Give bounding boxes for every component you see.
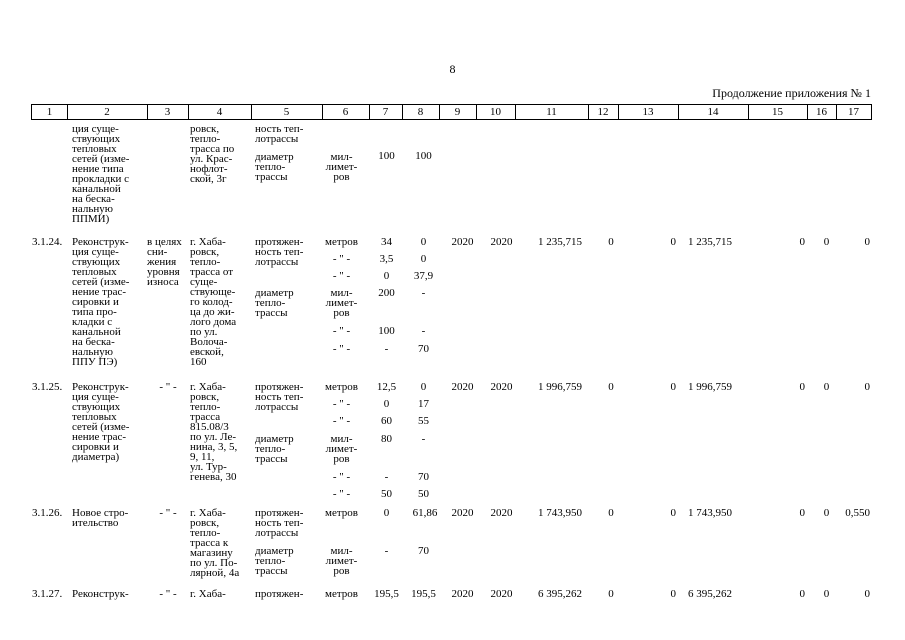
- header-cell: 12: [597, 106, 609, 118]
- header-cell: 10: [490, 106, 501, 118]
- header-cell: 1: [46, 106, 53, 118]
- cost-12: 0: [608, 588, 614, 600]
- page-number: 8: [449, 62, 456, 76]
- value-8: 61,86: [412, 507, 438, 519]
- prev-value-8: 100: [415, 150, 432, 162]
- cost-13: 0: [670, 507, 676, 519]
- row-purpose: - " -: [159, 588, 177, 600]
- cost-13: 0: [670, 381, 676, 393]
- header-cell: 7: [382, 106, 389, 118]
- header-cell: 6: [342, 106, 349, 118]
- prev-name: ция суще- ствующих тепловых сетей (изме- нение типа прокладки с канальной на беска- нальную ППМИ): [72, 123, 130, 225]
- row-number: 3.1.26.: [32, 507, 63, 519]
- value-7: 60: [381, 415, 392, 427]
- row-param-length: протяжен- ность теп- лотрассы: [255, 381, 304, 413]
- row-unit: - " -: [332, 343, 351, 355]
- prev-param-length: ность теп- лотрассы: [255, 123, 304, 145]
- row-address: г. Хаба-: [190, 588, 226, 600]
- row-unit: - " -: [332, 253, 351, 265]
- row-purpose: - " -: [159, 381, 177, 393]
- header-cell: 16: [816, 106, 827, 118]
- row-unit: метров: [325, 236, 358, 248]
- cost-12: 0: [608, 236, 614, 248]
- cost-17: 0: [864, 588, 870, 600]
- row-param-length: протяжен- ность теп- лотрассы: [255, 507, 304, 539]
- year-start: 2020: [451, 236, 474, 248]
- value-8: 70: [418, 545, 429, 557]
- cost-12: 0: [608, 507, 614, 519]
- value-8: 0: [420, 381, 427, 393]
- header-cell: 5: [283, 106, 290, 118]
- header-cell: 14: [707, 106, 719, 118]
- row-unit: метров: [325, 507, 358, 519]
- cost-17: 0: [864, 236, 870, 248]
- header-cell: 4: [216, 106, 223, 118]
- prev-value-7: 100: [378, 150, 395, 162]
- row-param-length: протяжен- ность теп- лотрассы: [255, 236, 304, 268]
- row-param-diameter: диаметр тепло- трассы: [255, 545, 294, 577]
- row-address: г. Хаба- ровск, тепло- трасса к магазину по ул. По- лярной, 4а: [190, 507, 240, 579]
- value-8: 0: [420, 253, 427, 265]
- row-name: Реконструк-: [72, 588, 129, 600]
- row-number: 3.1.25.: [32, 381, 63, 393]
- year-end: 2020: [490, 507, 513, 519]
- year-start: 2020: [451, 507, 474, 519]
- row-address: г. Хаба- ровск, тепло- трасса от суще- ствующе- го колод- ца до жи- лого дома по ул. Волоча- евской, 160: [190, 236, 237, 368]
- header-cell: 2: [104, 106, 110, 118]
- year-start: 2020: [451, 588, 474, 600]
- cost-16: 0: [823, 381, 830, 393]
- header-cell: 3: [164, 106, 171, 118]
- value-7: 0: [383, 507, 390, 519]
- row-unit: - " -: [332, 415, 351, 427]
- header-cell: 9: [454, 106, 461, 118]
- row-unit: - " -: [332, 398, 351, 410]
- cost-15: 0: [799, 588, 805, 600]
- cost-17: 0,550: [845, 507, 870, 519]
- cost-16: 0: [823, 507, 830, 519]
- value-8: -: [421, 325, 426, 337]
- cost-12: 0: [608, 381, 614, 393]
- row-name: Реконструк- ция суще- ствующих тепловых сетей (изме- нение трас- сировки и типа про- кладки с канальной на беска- нальную ППУ ПЭ): [72, 236, 130, 368]
- row-unit: мил- лимет- ров: [325, 433, 358, 465]
- year-end: 2020: [490, 381, 513, 393]
- total-cost: 1 743,950: [538, 507, 582, 519]
- cost-13: 0: [670, 588, 676, 600]
- row-address: г. Хаба- ровск, тепло- трасса 815.08/3 по ул. Ле- нина, 3, 5, 9, 11, ул. Тур- генева, 30: [190, 381, 238, 483]
- value-7: 100: [378, 325, 395, 337]
- value-8: 17: [418, 398, 429, 410]
- row-unit: метров: [325, 588, 358, 600]
- header-cell: 13: [642, 106, 654, 118]
- value-7: 50: [381, 488, 392, 500]
- value-8: 55: [418, 415, 429, 427]
- row-unit: мил- лимет- ров: [325, 287, 358, 319]
- value-8: 0: [420, 236, 427, 248]
- value-7: 34: [381, 236, 392, 248]
- total-cost: 6 395,262: [538, 588, 582, 600]
- header-cell: 15: [772, 106, 783, 118]
- total-cost: 1 996,759: [538, 381, 582, 393]
- value-7: 80: [381, 433, 392, 445]
- header-cell: 11: [546, 106, 557, 118]
- continuation-note: Продолжение приложения № 1: [712, 86, 871, 100]
- row-unit: метров: [325, 381, 358, 393]
- value-7: 3,5: [379, 253, 394, 265]
- table-header: [31, 104, 872, 120]
- header-cell: 8: [417, 106, 424, 118]
- year-start: 2020: [451, 381, 474, 393]
- row-unit: - " -: [332, 270, 351, 282]
- row-number: 3.1.24.: [32, 236, 63, 248]
- value-7: 195,5: [374, 588, 399, 600]
- value-8: 70: [418, 343, 429, 355]
- cost-16: 0: [823, 236, 830, 248]
- value-7: -: [384, 471, 389, 483]
- row-purpose: - " -: [159, 507, 177, 519]
- cost-16: 0: [823, 588, 830, 600]
- cost-17: 0: [864, 381, 870, 393]
- row-number: 3.1.27.: [32, 588, 63, 600]
- prev-param-diameter: диаметр тепло- трассы: [255, 151, 294, 183]
- row-param-length: протяжен-: [255, 588, 304, 600]
- prev-address: ровск, тепло- трасса по ул. Крас- нофлот- ской, 3г: [190, 123, 235, 185]
- value-7: 12,5: [376, 381, 397, 393]
- row-unit: мил- лимет- ров: [325, 545, 358, 577]
- cost-15: 0: [799, 236, 805, 248]
- row-param-diameter: диаметр тепло- трассы: [255, 433, 294, 465]
- value-8: -: [421, 287, 426, 299]
- cost-14: 1 743,950: [688, 507, 732, 519]
- row-purpose: в целях сни- жения уровня износа: [147, 236, 182, 288]
- cost-15: 0: [799, 381, 805, 393]
- value-8: 70: [418, 471, 429, 483]
- row-unit: - " -: [332, 325, 351, 337]
- value-7: 0: [383, 398, 390, 410]
- cost-14: 1 235,715: [688, 236, 732, 248]
- cost-15: 0: [799, 507, 805, 519]
- value-7: 200: [378, 287, 395, 299]
- cost-13: 0: [670, 236, 676, 248]
- value-8: 195,5: [411, 588, 436, 600]
- total-cost: 1 235,715: [538, 236, 582, 248]
- header-cell: 17: [848, 106, 859, 118]
- year-end: 2020: [490, 236, 513, 248]
- value-7: 0: [383, 270, 390, 282]
- year-end: 2020: [490, 588, 513, 600]
- cost-14: 6 395,262: [688, 588, 732, 600]
- row-unit: - " -: [332, 488, 351, 500]
- row-param-diameter: диаметр тепло- трассы: [255, 287, 294, 319]
- value-8: 37,9: [413, 270, 434, 282]
- prev-unit: мил- лимет- ров: [325, 151, 358, 183]
- row-name: Новое стро- ительство: [72, 507, 129, 529]
- row-unit: - " -: [332, 471, 351, 483]
- row-name: Реконструк- ция суще- ствующих тепловых сетей (изме- нение трас- сировки и диаметра): [72, 381, 130, 463]
- value-7: -: [384, 343, 389, 355]
- value-8: -: [421, 433, 426, 445]
- value-7: -: [384, 545, 389, 557]
- cost-14: 1 996,759: [688, 381, 732, 393]
- value-8: 50: [418, 488, 429, 500]
